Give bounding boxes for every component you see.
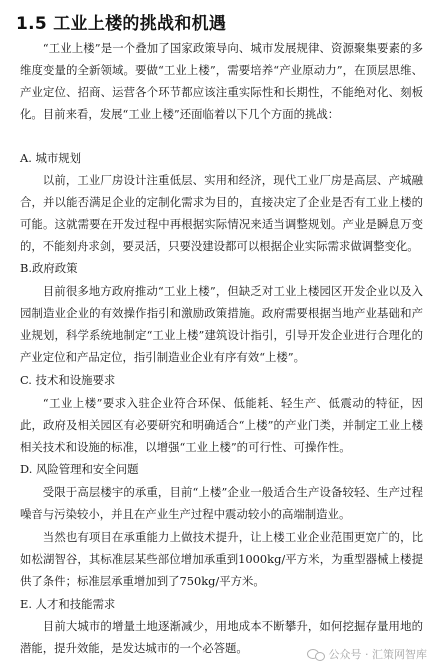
heading-government-policy: B.政府政策	[20, 261, 78, 275]
heading-city-planning: A. 城市规划	[20, 151, 82, 165]
paragraph-risk-safety-1: 受限于高层楼宇的承重，目前“上楼”企业一般适合生产设备较轻、生产过程噪音与污染较小，并且在产业生产过程中震动较小的高端制造业。	[20, 485, 423, 521]
intro-paragraph: “工业上楼”是一个叠加了国家政策导向、城市发展规律、资源聚集要素的多维度变量的全新领域。要做“工业上楼”，需要培养“产业原动力”，在顶层思维、产业定位、招商、运营各个环节都应该注重实际性和长期性，不能绝对化、刻板化。目前来看，发展“工业上楼”还面临着以下几个方面的挑战：	[20, 41, 423, 121]
paragraph-talent-skills: 目前大城市的增量土地逐渐减少，用地成本不断攀升，如何挖掘存量用地的潜能，提升效能，是发达城市的一个必答题。	[20, 619, 423, 655]
wechat-icon	[307, 647, 325, 661]
paragraph-government-policy: 目前很多地方政府推动“工业上楼”，但缺乏对工业上楼园区开发企业以及入园制造业企业的有效操作指引和激励政策措施。政府需要根据当地产业基础和产业规划，科学系统地制定“工业上楼”建筑设计指引，引导开发企业进行合理化的产业定位和产品定位，指引制造业企业有序有效“上楼”。	[20, 284, 423, 364]
heading-risk-safety: D. 风险管理和安全问题	[20, 462, 139, 476]
paragraph-risk-safety-2: 当然也有项目在承重能力上做技术提升，让上楼工业企业范围更宽广的，比如松湖智谷，其标准层某些部位增加承重到1000kg/平方米，为重型器械上楼提供了条件；标准层承重增加到了750kg/平方米。	[20, 530, 423, 588]
section-title: 1.5 工业上楼的挑战和机遇	[16, 14, 227, 34]
watermark	[305, 646, 430, 662]
paragraph-technology-facilities: “工业上楼”要求入驻企业符合环保、低能耗、轻生产、低震动的特征，因此，政府及相关园区有必要研究和明确适合“上楼”的产业门类，并制定工业上楼相关技术和设施的标准，以增强“工业上楼”的可行性、可操作性。	[20, 396, 423, 454]
paragraph-city-planning: 以前，工业厂房设计注重低层、实用和经济，现代工业厂房是高层、产城融合，并以能否满足企业的定制化需求为目的，直接决定了企业是否有工业上楼的可能。这就需要在开发过程中再根据实际情况来适当调整规划。产业是瞬息万变的，不能刻舟求剑，要灵活，只要没建设都可以根据企业实际需求做调整变化。	[20, 173, 423, 253]
heading-talent-skills: E. 人才和技能需求	[20, 597, 116, 611]
heading-technology-facilities: C. 技术和设施要求	[20, 373, 116, 387]
watermark-text: 公众号 · 汇策网智库	[328, 648, 427, 661]
